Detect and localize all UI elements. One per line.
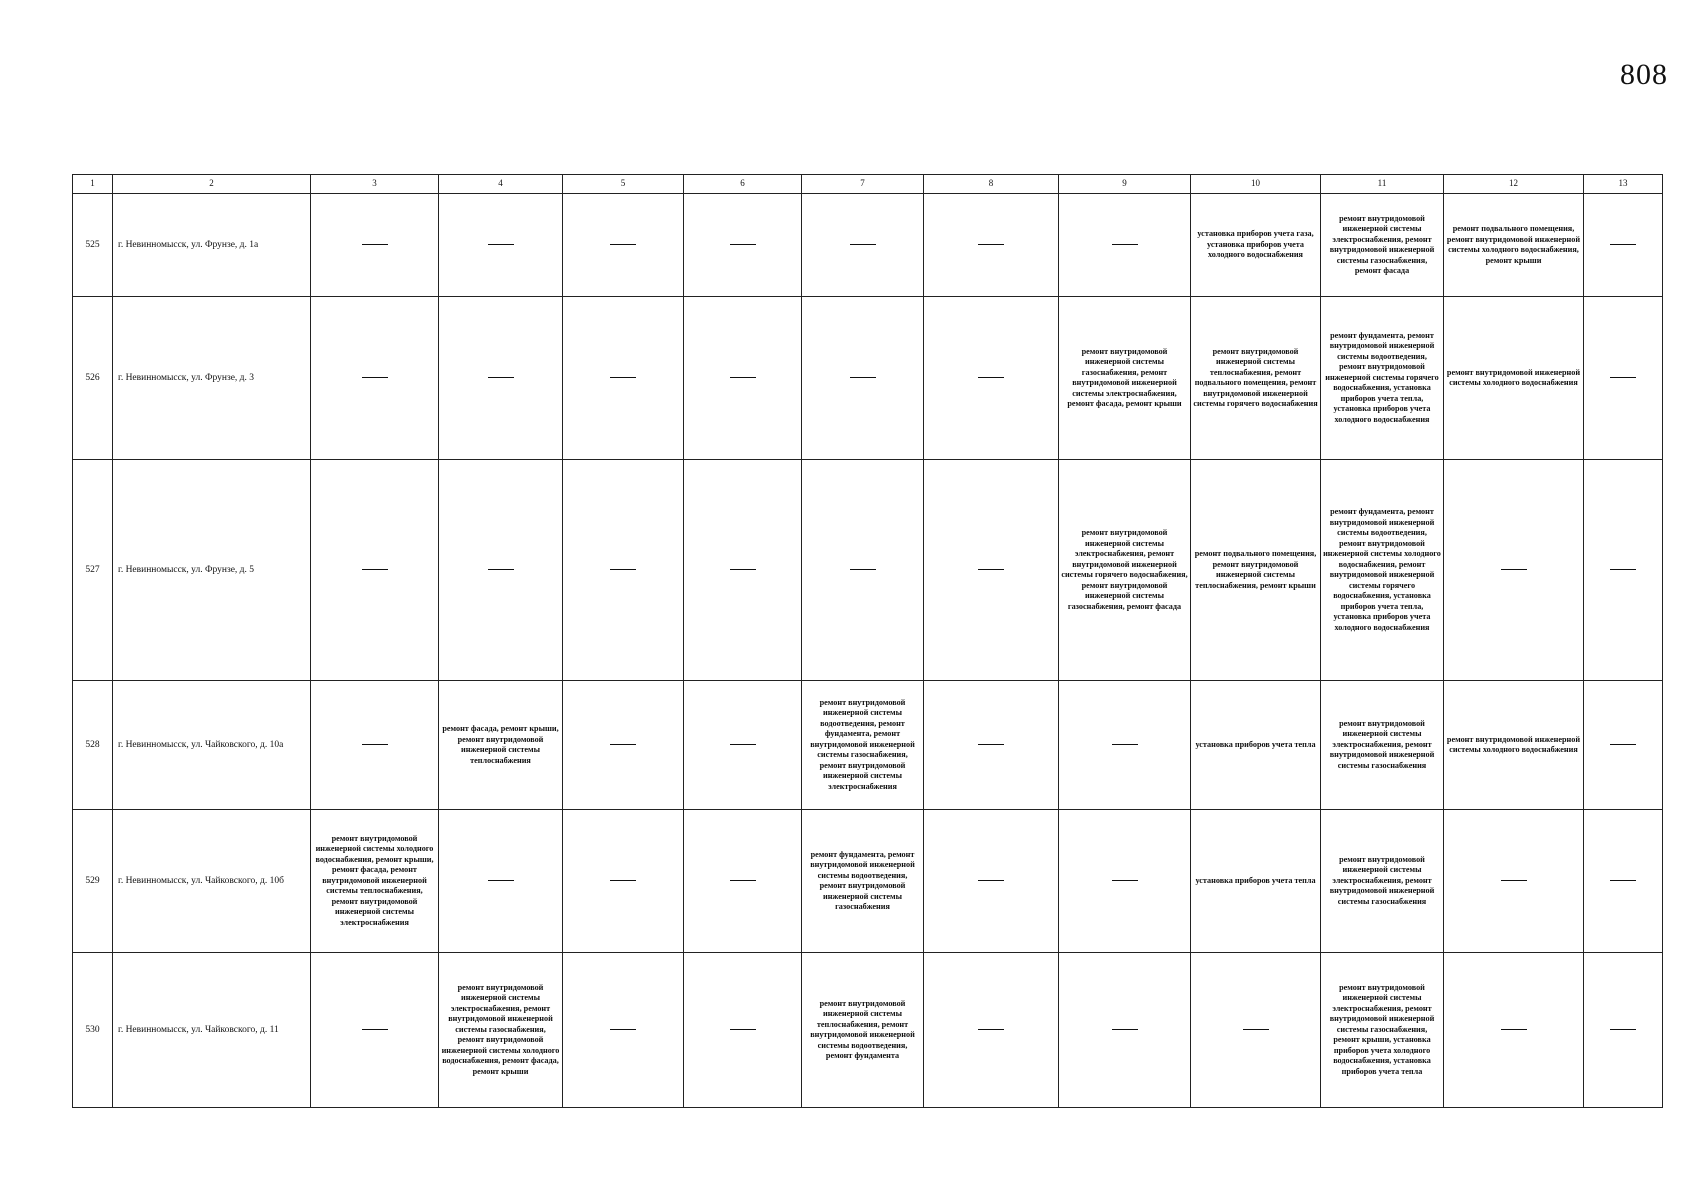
empty-cell — [1059, 953, 1191, 1108]
column-header: 7 — [802, 175, 924, 194]
table-row — [73, 460, 1663, 681]
row-address: г. Невинномысск, ул. Фрунзе, д. 1а — [113, 194, 311, 297]
dash-mark — [978, 377, 1004, 378]
column-header: 4 — [439, 175, 563, 194]
dash-mark — [1112, 744, 1138, 745]
dash-mark — [362, 244, 388, 245]
row-address: г. Невинномысск, ул. Чайковского, д. 10а — [113, 681, 311, 810]
column-header: 5 — [563, 175, 684, 194]
empty-cell — [684, 460, 802, 681]
dash-mark — [978, 244, 1004, 245]
work-cell: ремонт внутридомовой инженерной системы теплоснабжения, ремонт внутридомовой инженерной системы водоотведения, ремонт фундамента — [802, 953, 924, 1108]
empty-cell — [684, 194, 802, 297]
dash-mark — [1610, 1029, 1636, 1030]
table-row — [73, 681, 1663, 810]
page-number: 808 — [1620, 58, 1668, 91]
empty-cell — [563, 297, 684, 460]
empty-cell — [1584, 297, 1663, 460]
work-cell: установка приборов учета тепла — [1191, 810, 1321, 953]
row-number: 530 — [73, 953, 113, 1108]
empty-cell — [924, 810, 1059, 953]
dash-mark — [488, 377, 514, 378]
dash-mark — [362, 1029, 388, 1030]
empty-cell — [924, 297, 1059, 460]
empty-cell — [1584, 194, 1663, 297]
dash-mark — [610, 1029, 636, 1030]
empty-cell — [563, 194, 684, 297]
empty-cell — [1059, 194, 1191, 297]
row-number: 527 — [73, 460, 113, 681]
dash-mark — [730, 377, 756, 378]
empty-cell — [1584, 953, 1663, 1108]
empty-cell — [924, 953, 1059, 1108]
column-header: 6 — [684, 175, 802, 194]
empty-cell — [1584, 810, 1663, 953]
empty-cell — [1444, 953, 1584, 1108]
work-cell: ремонт подвального помещения, ремонт внутридомовой инженерной системы холодного водоснабжения, ремонт крыши — [1444, 194, 1584, 297]
dash-mark — [978, 880, 1004, 881]
empty-cell — [563, 681, 684, 810]
dash-mark — [730, 1029, 756, 1030]
repair-program-table — [72, 174, 1663, 1108]
empty-cell — [311, 953, 439, 1108]
empty-cell — [439, 297, 563, 460]
dash-mark — [488, 244, 514, 245]
dash-mark — [1243, 1029, 1269, 1030]
dash-mark — [978, 1029, 1004, 1030]
work-cell: ремонт внутридомовой инженерной системы электроснабжения, ремонт внутридомовой инженерной системы газоснабжения, ремонт фасада — [1321, 194, 1444, 297]
dash-mark — [978, 569, 1004, 570]
work-cell: ремонт подвального помещения, ремонт внутридомовой инженерной системы теплоснабжения, ремонт крыши — [1191, 460, 1321, 681]
dash-mark — [1610, 377, 1636, 378]
row-address: г. Невинномысск, ул. Фрунзе, д. 5 — [113, 460, 311, 681]
work-cell: установка приборов учета тепла — [1191, 681, 1321, 810]
dash-mark — [1610, 744, 1636, 745]
table-row — [73, 953, 1663, 1108]
empty-cell — [1444, 460, 1584, 681]
work-cell: ремонт фундамента, ремонт внутридомовой инженерной системы водоотведения, ремонт внутридомовой инженерной системы холодного водоснабжения, ремонт внутридомовой инженерной системы горячего водоснабжения, установка приборов учета тепла, установка приборов учета холодного водоснабжения — [1321, 460, 1444, 681]
column-header: 10 — [1191, 175, 1321, 194]
dash-mark — [1112, 244, 1138, 245]
empty-cell — [1584, 460, 1663, 681]
empty-cell — [439, 460, 563, 681]
empty-cell — [924, 681, 1059, 810]
dash-mark — [1501, 569, 1527, 570]
empty-cell — [439, 194, 563, 297]
column-header: 13 — [1584, 175, 1663, 194]
work-cell: ремонт внутридомовой инженерной системы электроснабжения, ремонт внутридомовой инженерной системы газоснабжения, ремонт крыши, установка приборов учета холодного водоснабжения, установка приборов учета тепла — [1321, 953, 1444, 1108]
empty-cell — [802, 194, 924, 297]
work-cell: ремонт внутридомовой инженерной системы газоснабжения, ремонт внутридомовой инженерной системы электроснабжения, ремонт фасада, ремонт крыши — [1059, 297, 1191, 460]
dash-mark — [610, 880, 636, 881]
empty-cell — [802, 460, 924, 681]
dash-mark — [1610, 569, 1636, 570]
empty-cell — [1584, 681, 1663, 810]
work-cell: ремонт фасада, ремонт крыши, ремонт внутридомовой инженерной системы теплоснабжения — [439, 681, 563, 810]
work-cell: ремонт внутридомовой инженерной системы электроснабжения, ремонт внутридомовой инженерной системы газоснабжения — [1321, 681, 1444, 810]
table-row — [73, 810, 1663, 953]
work-cell: установка приборов учета газа, установка приборов учета холодного водоснабжения — [1191, 194, 1321, 297]
empty-cell — [311, 460, 439, 681]
dash-mark — [978, 744, 1004, 745]
empty-cell — [311, 297, 439, 460]
empty-cell — [684, 810, 802, 953]
column-header: 2 — [113, 175, 311, 194]
dash-mark — [1610, 244, 1636, 245]
empty-cell — [684, 681, 802, 810]
work-cell: ремонт внутридомовой инженерной системы холодного водоснабжения, ремонт крыши, ремонт фасада, ремонт внутридомовой инженерной системы теплоснабжения, ремонт внутридомовой инженерной системы электроснабжения — [311, 810, 439, 953]
column-header: 12 — [1444, 175, 1584, 194]
dash-mark — [730, 880, 756, 881]
row-address: г. Невинномысск, ул. Чайковского, д. 11 — [113, 953, 311, 1108]
work-cell: ремонт внутридомовой инженерной системы электроснабжения, ремонт внутридомовой инженерной системы газоснабжения, ремонт внутридомовой инженерной системы холодного водоснабжения, ремонт фасада, ремонт крыши — [439, 953, 563, 1108]
empty-cell — [439, 810, 563, 953]
dash-mark — [610, 744, 636, 745]
column-number-row — [73, 175, 1663, 194]
work-cell: ремонт фундамента, ремонт внутридомовой инженерной системы водоотведения, ремонт внутридомовой инженерной системы газоснабжения — [802, 810, 924, 953]
dash-mark — [610, 569, 636, 570]
empty-cell — [563, 460, 684, 681]
work-cell: ремонт фундамента, ремонт внутридомовой инженерной системы водоотведения, ремонт внутридомовой инженерной системы горячего водоснабжения, установка приборов учета тепла, установка приборов учета холодного водоснабжения — [1321, 297, 1444, 460]
empty-cell — [924, 194, 1059, 297]
empty-cell — [924, 460, 1059, 681]
column-header: 9 — [1059, 175, 1191, 194]
dash-mark — [488, 880, 514, 881]
empty-cell — [1059, 681, 1191, 810]
dash-mark — [1501, 880, 1527, 881]
dash-mark — [362, 569, 388, 570]
dash-mark — [850, 377, 876, 378]
row-address: г. Невинномысск, ул. Чайковского, д. 10б — [113, 810, 311, 953]
dash-mark — [1610, 880, 1636, 881]
work-cell: ремонт внутридомовой инженерной системы электроснабжения, ремонт внутридомовой инженерной системы газоснабжения — [1321, 810, 1444, 953]
table-row — [73, 194, 1663, 297]
empty-cell — [1444, 810, 1584, 953]
empty-cell — [311, 194, 439, 297]
dash-mark — [1501, 1029, 1527, 1030]
row-number: 529 — [73, 810, 113, 953]
dash-mark — [1112, 1029, 1138, 1030]
dash-mark — [362, 744, 388, 745]
row-address: г. Невинномысск, ул. Фрунзе, д. 3 — [113, 297, 311, 460]
work-cell: ремонт внутридомовой инженерной системы теплоснабжения, ремонт подвального помещения, ремонт внутридомовой инженерной системы горячего водоснабжения — [1191, 297, 1321, 460]
row-number: 528 — [73, 681, 113, 810]
empty-cell — [684, 297, 802, 460]
dash-mark — [610, 244, 636, 245]
work-cell: ремонт внутридомовой инженерной системы холодного водоснабжения — [1444, 297, 1584, 460]
empty-cell — [1059, 810, 1191, 953]
dash-mark — [1112, 880, 1138, 881]
empty-cell — [684, 953, 802, 1108]
row-number: 526 — [73, 297, 113, 460]
dash-mark — [730, 244, 756, 245]
dash-mark — [730, 569, 756, 570]
column-header: 3 — [311, 175, 439, 194]
column-header: 11 — [1321, 175, 1444, 194]
empty-cell — [563, 953, 684, 1108]
work-cell: ремонт внутридомовой инженерной системы водоотведения, ремонт фундамента, ремонт внутридомовой инженерной системы газоснабжения, ремонт внутридомовой инженерной системы электроснабжения — [802, 681, 924, 810]
row-number: 525 — [73, 194, 113, 297]
dash-mark — [850, 244, 876, 245]
empty-cell — [311, 681, 439, 810]
work-cell: ремонт внутридомовой инженерной системы электроснабжения, ремонт внутридомовой инженерной системы горячего водоснабжения, ремонт внутридомовой инженерной системы газоснабжения, ремонт фасада — [1059, 460, 1191, 681]
work-cell: ремонт внутридомовой инженерной системы холодного водоснабжения — [1444, 681, 1584, 810]
dash-mark — [730, 744, 756, 745]
column-header: 1 — [73, 175, 113, 194]
table-row — [73, 297, 1663, 460]
dash-mark — [610, 377, 636, 378]
column-header: 8 — [924, 175, 1059, 194]
dash-mark — [362, 377, 388, 378]
empty-cell — [802, 297, 924, 460]
dash-mark — [488, 569, 514, 570]
empty-cell — [1191, 953, 1321, 1108]
empty-cell — [563, 810, 684, 953]
dash-mark — [850, 569, 876, 570]
